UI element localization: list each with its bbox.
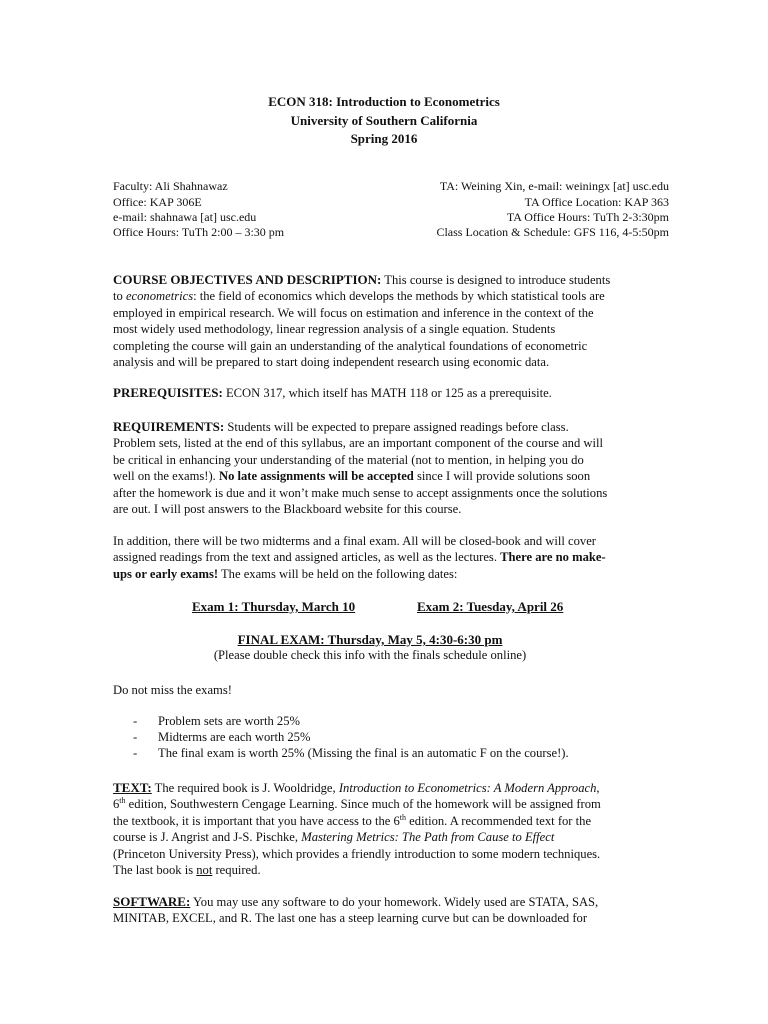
not-emphasis: not bbox=[196, 863, 213, 878]
objectives-text: most widely used methodology, linear regression analysis of a single equation. Students bbox=[113, 322, 556, 337]
objectives-text: analysis and will be prepared to start doing independent research using economic data. bbox=[113, 355, 550, 370]
final-exam-date: FINAL EXAM: Thursday, May 5, 4:30-6:30 pm bbox=[237, 632, 503, 647]
no-makeups-policy: There are no make- bbox=[500, 550, 606, 565]
text-body: edition, Southwestern Cengage Learning. Since much of the homework will be assigned from bbox=[125, 797, 601, 812]
ta-info: TA: Weining Xin, e-mail: weiningx [at] usc.edu bbox=[439, 179, 669, 193]
prerequisites-section bbox=[113, 385, 656, 401]
text-section bbox=[113, 780, 656, 878]
course-title: ECON 318: Introduction to Econometrics bbox=[268, 94, 500, 109]
ta-office-hours: TA Office Hours: TuTh 2-3:30pm bbox=[506, 210, 669, 224]
requirements-text: well on the exams!). bbox=[113, 469, 219, 484]
exams-text: In addition, there will be two midterms and a final exam. All will be closed-book and will cover bbox=[113, 534, 596, 548]
software-text: MINITAB, EXCEL, and R. The last one has a steep learning curve but can be downloaded for bbox=[113, 911, 588, 926]
term: Spring 2016 bbox=[350, 131, 418, 146]
requirements-section bbox=[113, 419, 656, 517]
prerequisites-text: ECON 317, which itself has MATH 118 or 125 as a prerequisite. bbox=[225, 386, 552, 400]
objectives-text: to bbox=[113, 289, 126, 304]
exam2-date: Exam 2: Tuesday, April 26 bbox=[417, 599, 564, 614]
ordinal-suffix: th bbox=[119, 796, 126, 806]
objectives-text: completing the course will gain an understanding of the analytical foundations of econometric bbox=[113, 338, 588, 353]
grading-item: The final exam is worth 25% (Missing the final is an automatic F on the course!). bbox=[158, 746, 569, 760]
ordinal-suffix: th bbox=[399, 812, 407, 822]
faculty-email: e-mail: shahnawa [at] usc.edu bbox=[113, 210, 257, 224]
required-book-title: Introduction to Econometrics: A Modern Approach bbox=[338, 781, 597, 795]
grading-item: Midterms are each worth 25% bbox=[158, 730, 311, 744]
text-body: course is J. Angrist and J-S. Pischke, bbox=[113, 830, 302, 845]
requirements-text: Students will be expected to prepare assigned readings before class. bbox=[227, 420, 569, 434]
list-dash: - bbox=[133, 714, 138, 728]
objectives-text: : the field of economics which develops the methods by which statistical tools are bbox=[193, 289, 605, 304]
late-policy: No late assignments will be accepted bbox=[218, 469, 414, 484]
final-exam-note: (Please double check this info with the finals schedule online) bbox=[213, 648, 527, 662]
text-body: edition. A recommended text for the bbox=[406, 813, 592, 828]
university-name: University of Southern California bbox=[290, 113, 478, 128]
ta-office: TA Office Location: KAP 363 bbox=[524, 195, 669, 209]
text-body: The required book is J. Wooldridge, bbox=[151, 781, 339, 795]
econometrics-term: econometrics bbox=[125, 289, 194, 304]
text-heading: TEXT: bbox=[113, 780, 152, 795]
requirements-text: are out. I will post answers to the Blackboard website for this course. bbox=[113, 502, 462, 517]
recommended-book-title: Mastering Metrics: The Path from Cause to Effect bbox=[301, 830, 555, 845]
faculty-name: Faculty: Ali Shahnawaz bbox=[113, 179, 228, 193]
objectives-text: employed in empirical research. We will focus on estimation and inference in the context of the bbox=[113, 305, 594, 320]
exams-text: The exams will be held on the following dates: bbox=[218, 566, 458, 581]
prerequisites-heading: PREREQUISITES: bbox=[113, 385, 223, 400]
text-body: 6 bbox=[113, 797, 120, 812]
objectives-section bbox=[113, 272, 656, 370]
objectives-text: This course is designed to introduce students bbox=[384, 273, 611, 287]
requirements-text: Problem sets, listed at the end of this syllabus, are an important component of the course and will bbox=[113, 436, 604, 451]
software-section bbox=[113, 894, 656, 927]
no-makeups-policy: ups or early exams! bbox=[113, 566, 219, 581]
text-body: , bbox=[596, 781, 600, 795]
requirements-text: be critical in enhancing your understanding of the material (not to mention, in helping you do bbox=[113, 452, 584, 467]
text-body: (Princeton University Press), which provides a friendly introduction to some modern techniques. bbox=[113, 846, 601, 861]
software-text: You may use any software to do your homework. Widely used are STATA, SAS, bbox=[190, 895, 599, 909]
exams-paragraph bbox=[113, 533, 656, 582]
requirements-text: after the homework is due and it won’t make much sense to accept assignments once the solutions bbox=[113, 485, 608, 500]
text-body: the textbook, it is important that you have access to the 6 bbox=[113, 813, 400, 828]
requirements-heading: REQUIREMENTS: bbox=[113, 419, 225, 434]
exams-text: assigned readings from the text and assigned articles, as well as the lectures. bbox=[113, 550, 501, 565]
grading-item: Problem sets are worth 25% bbox=[158, 714, 300, 728]
faculty-office: Office: KAP 306E bbox=[113, 195, 202, 209]
text-body: required. bbox=[212, 863, 261, 878]
requirements-text: since I will provide solutions soon bbox=[413, 469, 591, 484]
miss-exams-note: Do not miss the exams! bbox=[113, 683, 232, 697]
software-heading: SOFTWARE: bbox=[113, 894, 191, 909]
faculty-office-hours: Office Hours: TuTh 2:00 – 3:30 pm bbox=[113, 225, 285, 239]
objectives-heading: COURSE OBJECTIVES AND DESCRIPTION: bbox=[113, 272, 382, 287]
class-location: Class Location & Schedule: GFS 116, 4-5:50pm bbox=[436, 225, 669, 239]
list-dash: - bbox=[133, 730, 138, 744]
list-dash: - bbox=[133, 746, 138, 760]
text-body: The last book is bbox=[113, 863, 197, 878]
exam1-date: Exam 1: Thursday, March 10 bbox=[192, 599, 356, 614]
